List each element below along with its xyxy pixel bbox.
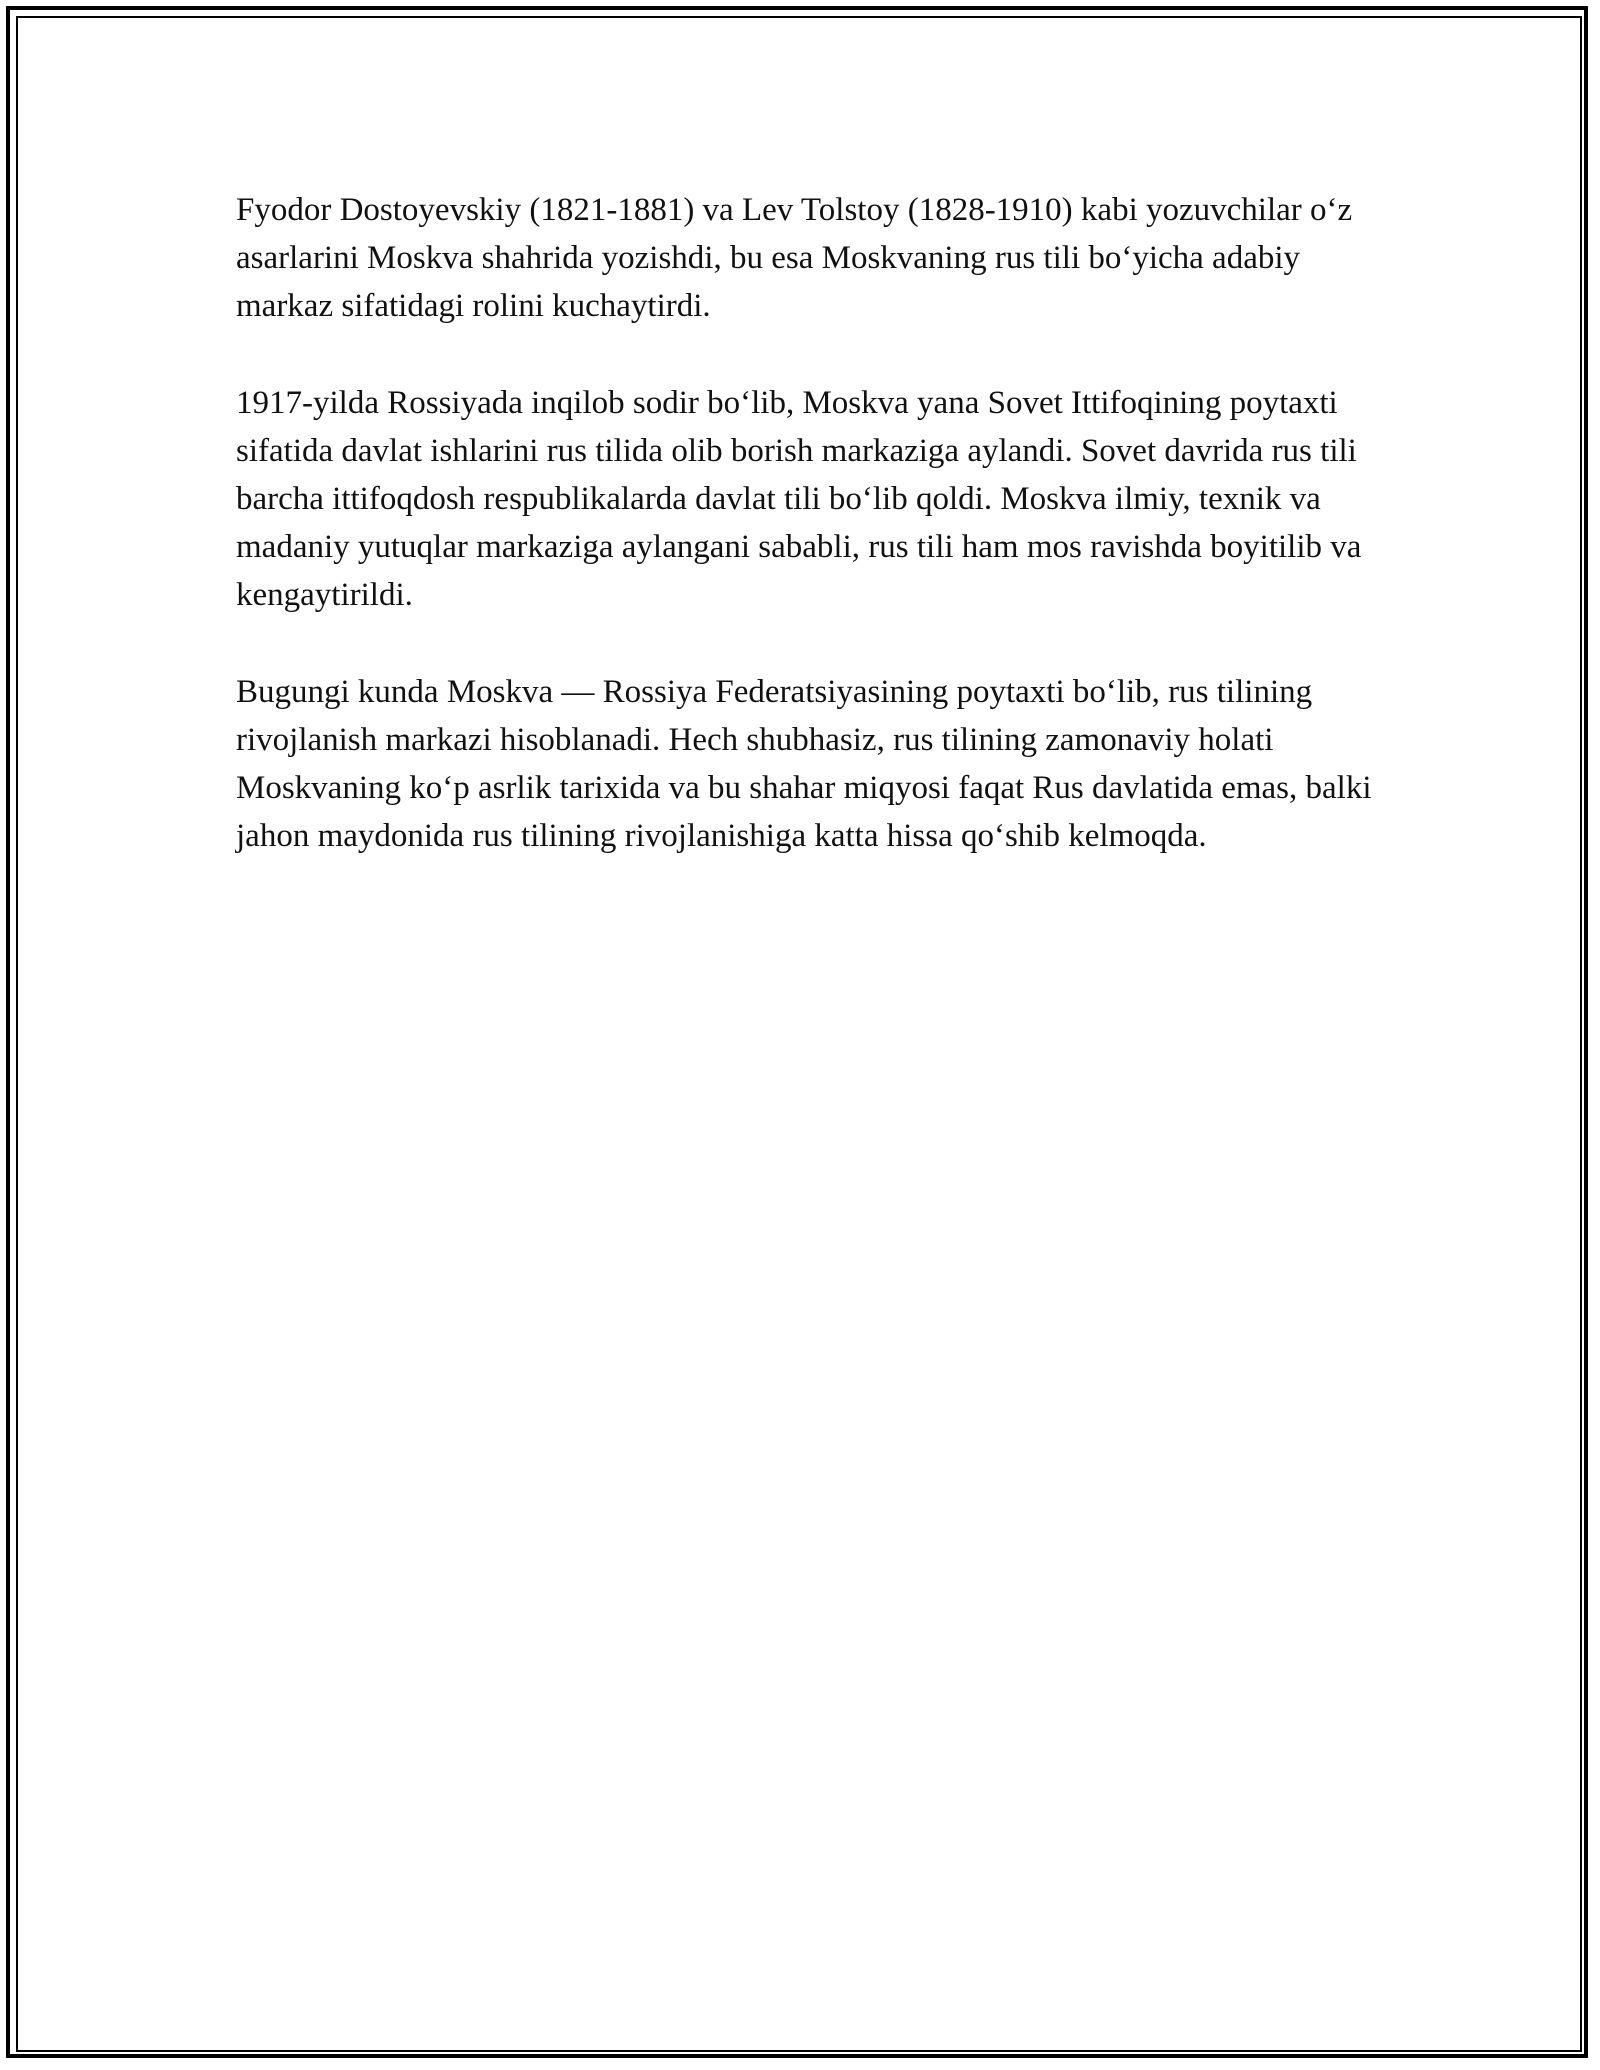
document-body	[236, 186, 1376, 908]
paragraph-1: Fyodor Dostoyevskiy (1821-1881) va Lev Tolstoy (1828-1910) kabi yozuvchilar o‘z asarlarini Moskva shahrida yozishdi, bu esa Moskvaning rus tili bo‘yicha adabiy markaz sifatidagi rolini kuchaytirdi.	[236, 192, 1353, 325]
paragraph-2: 1917-yilda Rossiyada inqilob sodir bo‘lib, Moskva yana Sovet Ittifoqining poytaxti sifatida davlat ishlarini rus tilida olib borish markaziga aylandi. Sovet davrida rus tili barcha ittifoqdosh respublikalarda davlat tili bo‘lib qoldi. Moskva ilmiy, texnik va madaniy yutuqlar markaziga aylangani sababli, rus tili ham mos ravishda boyitilib va kengaytirildi.	[236, 384, 1362, 614]
paragraph-3: Bugungi kunda Moskva — Rossiya Federatsiyasining poytaxti bo‘lib, rus tilining rivojlanish markazi hisoblanadi. Hech shubhasiz, rus tilining zamonaviy holati Moskvaning ko‘p asrlik tarixida va bu shahar miqyosi faqat Rus davlatida emas, balki jahon maydonida rus tilining rivojlanishiga katta hissa qo‘shib kelmoqda.	[236, 673, 1372, 855]
